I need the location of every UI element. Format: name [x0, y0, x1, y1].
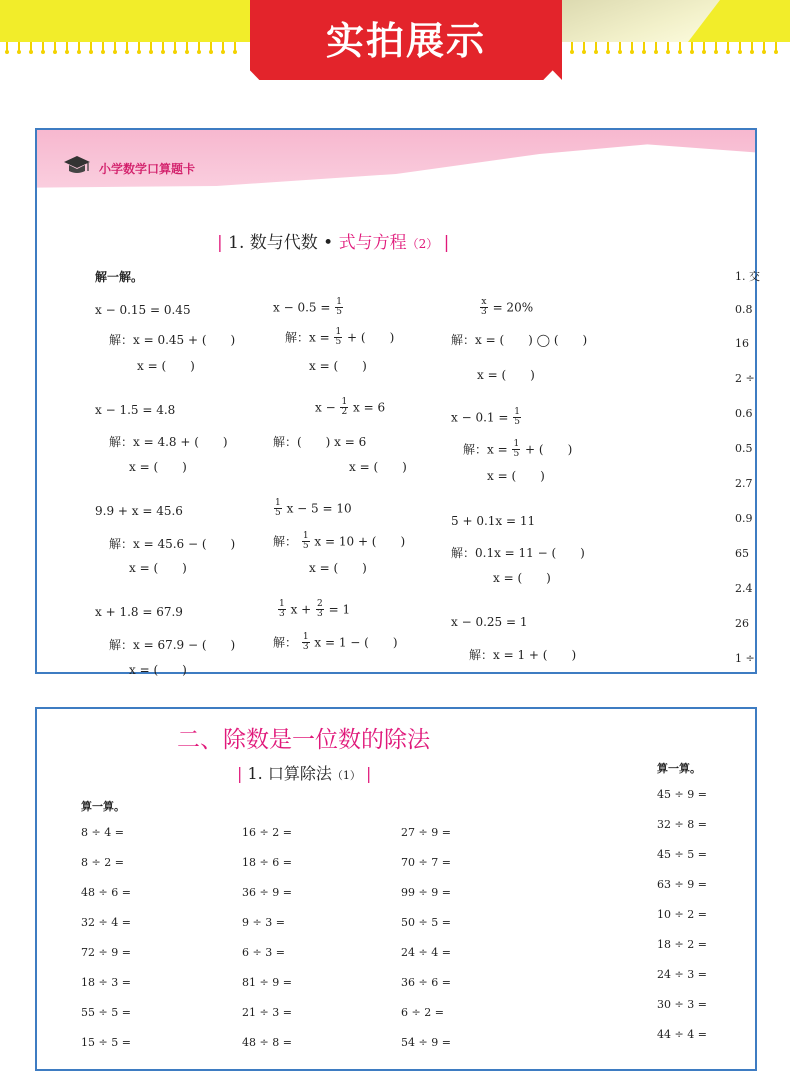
ruler-tick: [655, 42, 657, 52]
denominator: 5: [335, 337, 342, 348]
solution-answer: x = ( ): [349, 460, 407, 474]
eq-text: x − 5 = 10: [286, 501, 352, 516]
section-number: （2）: [406, 237, 439, 251]
division-problem: 45 ÷ 5 =: [657, 848, 707, 861]
division-problem: 18 ÷ 2 =: [657, 938, 707, 951]
division-problem: 6 ÷ 2 =: [401, 1006, 444, 1019]
denominator: 5: [302, 541, 309, 552]
division-problem: 99 ÷ 9 =: [401, 886, 451, 899]
denominator: 5: [275, 508, 281, 519]
ruler-tick: [198, 42, 200, 52]
cutoff-text: 2.7: [735, 477, 753, 490]
equation: [479, 298, 533, 318]
cutoff-text: 0.5: [735, 442, 753, 455]
ruler-tick: [607, 42, 609, 52]
ruler-tick: [138, 42, 140, 52]
title-bar-right: |: [443, 233, 450, 253]
ruler-tick: [667, 42, 669, 52]
ruler-tick: [66, 42, 68, 52]
division-problem: 36 ÷ 6 =: [401, 976, 451, 989]
numerator: 1: [513, 439, 520, 449]
ruler-tick: [42, 42, 44, 52]
solution-step: [285, 328, 394, 348]
workbook-page-equations: [35, 128, 760, 677]
graduation-cap-icon: [63, 154, 91, 176]
division-problem: 24 ÷ 3 =: [657, 968, 707, 981]
fraction: [513, 408, 521, 428]
title-bar-right: |: [365, 764, 372, 783]
solution-answer: x = ( ): [129, 460, 187, 474]
fraction: [334, 328, 342, 348]
section-prefix: 1. 数与代数: [228, 233, 318, 253]
equation: [315, 398, 385, 418]
solution-step: 解：x = ( ) ◯ ( ): [451, 333, 588, 347]
equation: x − 0.25 = 1: [451, 615, 528, 629]
ruler-tick: [114, 42, 116, 52]
equation: 5 + 0.1x = 11: [451, 514, 536, 528]
solution-step: 解：x = 0.45 + ( ): [109, 333, 236, 347]
ruler-tick: [643, 42, 645, 52]
division-problem: 63 ÷ 9 =: [657, 878, 707, 891]
title-bar-left: |: [237, 764, 243, 783]
division-problem: 36 ÷ 9 =: [242, 886, 292, 899]
equation: x − 0.15 = 0.45: [95, 303, 191, 317]
denominator: 5: [336, 307, 342, 318]
denominator: 2: [341, 407, 348, 418]
division-problem: 9 ÷ 3 =: [242, 916, 285, 929]
division-problem: 55 ÷ 5 =: [81, 1006, 131, 1019]
ruler-tick: [126, 42, 128, 52]
ruler-tick: [186, 42, 188, 52]
section-number: （1）: [331, 769, 361, 782]
solution-step: [463, 440, 572, 460]
ruler-tick: [583, 42, 585, 52]
fraction: [274, 499, 282, 519]
division-problem: 8 ÷ 4 =: [81, 826, 124, 839]
division-problem: 6 ÷ 3 =: [242, 946, 285, 959]
fraction: [480, 298, 488, 318]
fraction: [340, 398, 348, 418]
ruler-tick: [162, 42, 164, 52]
ruler-tick: [619, 42, 621, 52]
division-problem: 72 ÷ 9 =: [81, 946, 131, 959]
denominator: 5: [513, 449, 520, 460]
cutoff-text: 1 ÷: [735, 652, 755, 665]
fraction: [335, 298, 343, 318]
denominator: 3: [317, 609, 323, 620]
numerator: 1: [514, 407, 520, 417]
equation: 9.9 + x = 45.6: [95, 504, 183, 518]
eq-text: x = 6: [353, 400, 386, 415]
instruction-label: 解一解。: [95, 270, 144, 284]
division-problem: 45 ÷ 9 =: [657, 788, 707, 801]
instruction-label: 算一算。: [657, 762, 701, 775]
solution-answer: x = ( ): [137, 359, 195, 373]
ruler-tick: [727, 42, 729, 52]
ruler-tick: [703, 42, 705, 52]
solution-step: [273, 532, 405, 552]
ruler-tick: [150, 42, 152, 52]
eq-text: 解：: [273, 635, 298, 650]
ruler-tick: [691, 42, 693, 52]
eq-text: x = 10 + ( ): [314, 534, 406, 549]
fraction: [512, 440, 520, 460]
numerator: 1: [279, 599, 285, 609]
division-problem: 32 ÷ 8 =: [657, 818, 707, 831]
ruler-tick: [775, 42, 777, 52]
ruler-strip-left: [0, 42, 250, 62]
solution-step: 解：( ) x = 6: [273, 435, 367, 449]
ruler-tick: [595, 42, 597, 52]
numerator: 1: [275, 498, 281, 508]
cutoff-text: 2 ÷: [735, 372, 755, 385]
banner-title: 实拍展示: [325, 19, 486, 63]
division-problem: 24 ÷ 4 =: [401, 946, 451, 959]
eq-text: = 20%: [492, 300, 534, 315]
division-problem: 54 ÷ 9 =: [401, 1036, 451, 1049]
solution-answer: x = ( ): [309, 359, 367, 373]
cutoff-text: 65: [735, 547, 749, 560]
numerator: 1: [302, 632, 309, 642]
solution-answer: x = ( ): [309, 561, 367, 575]
solution-step: 解：0.1x = 11 − ( ): [451, 546, 585, 560]
section-dot: •: [317, 233, 339, 253]
cutoff-text: 26: [735, 617, 749, 630]
ruler-tick: [222, 42, 224, 52]
ruler-tick: [78, 42, 80, 52]
numerator: 1: [335, 327, 342, 337]
division-problem: 15 ÷ 5 =: [81, 1036, 131, 1049]
equation: [273, 298, 344, 318]
numerator: x: [481, 297, 487, 307]
division-problem: 70 ÷ 7 =: [401, 856, 451, 869]
eq-text: x +: [290, 602, 312, 617]
section-title: [217, 228, 449, 253]
ruler-tick: [739, 42, 741, 52]
denominator: 3: [481, 307, 487, 318]
eq-text: x −: [315, 400, 336, 415]
ruler-tick: [234, 42, 236, 52]
denominator: 3: [302, 642, 309, 653]
numerator: 1: [302, 531, 309, 541]
workbook-brand: 小学数学口算题卡: [99, 162, 196, 176]
title-bar-left: |: [217, 233, 223, 253]
instruction-label: 算一算。: [81, 800, 125, 813]
cutoff-text: 2.4: [735, 582, 753, 595]
fraction: [278, 600, 286, 620]
denominator: 5: [514, 417, 520, 428]
cutoff-text: 0.6: [735, 407, 753, 420]
eq-text: + ( ): [525, 442, 573, 457]
division-problem: 44 ÷ 4 =: [657, 1028, 707, 1041]
numerator: 1: [336, 297, 342, 307]
ruler-tick: [631, 42, 633, 52]
ruler-tick: [90, 42, 92, 52]
equation: [451, 408, 522, 428]
fraction: [316, 600, 324, 620]
ruler-tick: [174, 42, 176, 52]
solution-answer: x = ( ): [129, 561, 187, 575]
division-problem: 18 ÷ 6 =: [242, 856, 292, 869]
ruler-tick: [210, 42, 212, 52]
division-problem: 81 ÷ 9 =: [242, 976, 292, 989]
ruler-strip-right: [565, 42, 790, 62]
ruler-tick: [18, 42, 20, 52]
ruler-tick: [751, 42, 753, 52]
ruler-tick: [715, 42, 717, 52]
ruler-tick: [763, 42, 765, 52]
division-problem: 48 ÷ 6 =: [81, 886, 131, 899]
solution-step: 解：x = 4.8 + ( ): [109, 435, 228, 449]
ruler-tick: [679, 42, 681, 52]
fraction: [302, 532, 310, 552]
solution-answer: x = ( ): [493, 571, 551, 585]
equation: [277, 600, 350, 620]
solution-step: 解：x = 67.9 − ( ): [109, 638, 236, 652]
eq-text: = 1: [328, 602, 351, 617]
ruler-tick: [54, 42, 56, 52]
denominator: 3: [279, 609, 285, 620]
section-title: [237, 761, 371, 784]
ruler-tick: [6, 42, 8, 52]
division-problem: 50 ÷ 5 =: [401, 916, 451, 929]
division-problem: 18 ÷ 3 =: [81, 976, 131, 989]
division-problem: 21 ÷ 3 =: [242, 1006, 292, 1019]
eq-text: + ( ): [347, 330, 395, 345]
ruler-tick: [102, 42, 104, 52]
eq-text: x − 0.1 =: [451, 410, 509, 425]
eq-text: 解：x =: [463, 442, 508, 457]
eq-text: x = 1 − ( ): [314, 635, 398, 650]
division-problem: 27 ÷ 9 =: [401, 826, 451, 839]
ruler-tick: [30, 42, 32, 52]
solution-answer: x = ( ): [129, 663, 187, 677]
division-problem: 10 ÷ 2 =: [657, 908, 707, 921]
eq-text: 解：: [273, 534, 298, 549]
fraction: [302, 633, 310, 653]
division-problem: 16 ÷ 2 =: [242, 826, 292, 839]
division-problem: 8 ÷ 2 =: [81, 856, 124, 869]
solution-answer: x = ( ): [477, 368, 535, 382]
cutoff-text: 16: [735, 337, 749, 350]
solution-step: 解：x = 1 + ( ): [469, 648, 577, 662]
section-topic: 式与方程: [338, 233, 407, 253]
numerator: 2: [317, 599, 323, 609]
workbook-page-division: [35, 707, 757, 1071]
solution-answer: x = ( ): [487, 469, 545, 483]
equation: [273, 499, 352, 519]
division-problem: 30 ÷ 3 =: [657, 998, 707, 1011]
cutoff-text: 1. 交: [735, 270, 760, 283]
cutoff-text: 0.9: [735, 512, 753, 525]
ruler-tick: [571, 42, 573, 52]
solution-step: [273, 633, 398, 653]
equation: x − 1.5 = 4.8: [95, 403, 176, 417]
solution-step: 解：x = 45.6 − ( ): [109, 537, 236, 551]
division-problem: 32 ÷ 4 =: [81, 916, 131, 929]
cutoff-text: 0.8: [735, 303, 753, 316]
chapter-title: 二、除数是一位数的除法: [177, 727, 430, 753]
section-text: 1. 口算除法: [247, 764, 332, 783]
numerator: 1: [341, 397, 348, 407]
division-problem: 48 ÷ 8 =: [242, 1036, 292, 1049]
eq-text: 解：x =: [285, 330, 330, 345]
eq-text: x − 0.5 =: [273, 300, 331, 315]
equation: x + 1.8 = 67.9: [95, 605, 183, 619]
